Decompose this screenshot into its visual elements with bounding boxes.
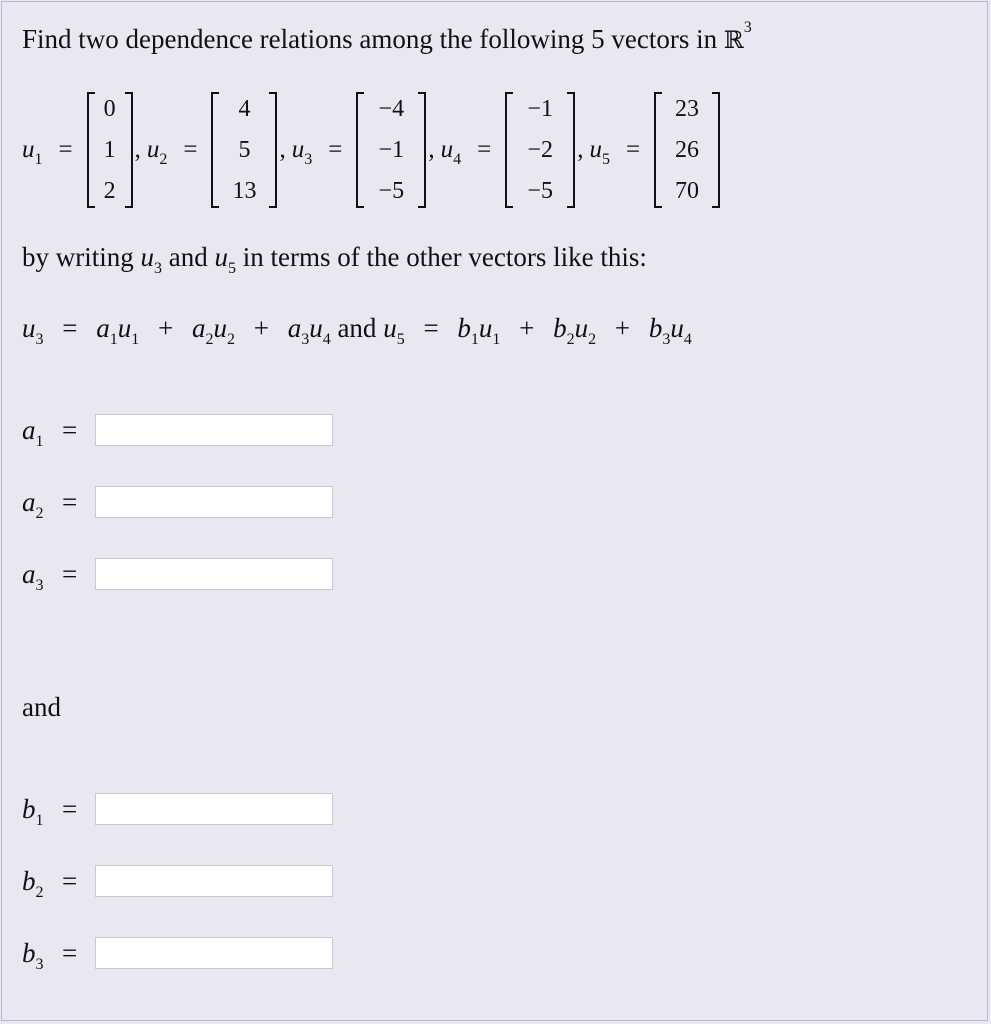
equals-sign: = <box>58 136 73 163</box>
real-space-dimension: 3 <box>743 19 752 36</box>
answer-input-a2[interactable] <box>95 486 333 518</box>
vector-u5-matrix <box>654 92 720 208</box>
matrix-entry: 0 <box>103 96 116 122</box>
vector-name-u3: $u_3$ <box>291 136 313 168</box>
matrix-entry: −4 <box>378 96 405 122</box>
answer-row-b2: $b_2$ = <box>22 865 333 897</box>
answer-input-a3[interactable] <box>95 558 333 590</box>
term-a2u2: $a_2u_2$ <box>191 313 235 348</box>
vector-u4-matrix <box>505 92 575 208</box>
matrix-entry: −5 <box>527 178 553 204</box>
matrix-entry: 1 <box>103 137 116 163</box>
vector-list <box>22 90 720 210</box>
matrix-entry: 26 <box>675 137 700 163</box>
answer-label-b1: $b_1$ <box>22 793 44 829</box>
answer-input-b1[interactable] <box>95 793 333 825</box>
matrix-entry: −2 <box>527 137 553 163</box>
comma: , <box>279 136 286 163</box>
question-panel <box>1 1 988 1021</box>
equals-sign: = <box>477 136 492 163</box>
answer-row-b3: $b_3$ = <box>22 937 333 969</box>
vector-name-u4: $u_4$ <box>440 136 462 168</box>
matrix-entry: 5 <box>238 137 251 163</box>
matrix-entry: −1 <box>527 96 553 122</box>
relation-equation: $u_3 = a_1u_1 + a_2u_2 + a_3u_4$ and $u_5 = b_1u_1 + b_2u_2 + b_3u_4$ <box>22 313 692 348</box>
matrix-entry: 4 <box>238 96 251 122</box>
comma: , <box>428 136 435 163</box>
relation-connector: and <box>337 313 377 343</box>
term-b1u1: $b_1u_1$ <box>457 313 501 348</box>
instruction-prefix: by writing <box>22 242 134 272</box>
question-intro <box>22 19 752 55</box>
and-label: and <box>22 692 61 722</box>
term-a1u1: $a_1u_1$ <box>96 313 140 348</box>
equals-sign: = <box>183 136 198 163</box>
answer-label-a2: $a_2$ <box>22 486 44 522</box>
vector-u3-matrix <box>356 92 426 208</box>
instruction-line <box>22 242 647 277</box>
term-a3u4: $a_3u_4$ <box>287 313 331 348</box>
vector-u1-matrix <box>87 92 133 208</box>
var-u3: $u_3$ <box>22 313 44 348</box>
term-b2u2: $b_2u_2$ <box>553 313 597 348</box>
matrix-entry: 23 <box>675 96 700 122</box>
answer-input-a1[interactable] <box>95 414 333 446</box>
var-u3: $u_3$ <box>140 242 162 277</box>
answer-input-b3[interactable] <box>95 937 333 969</box>
term-b3u4: $b_3u_4$ <box>648 313 692 348</box>
intro-text: Find two dependence relations among the following 5 vectors in <box>22 24 718 54</box>
answer-label-a1: $a_1$ <box>22 414 44 450</box>
vector-name-u1: $u_1$ <box>22 136 43 168</box>
answer-row-b1: $b_1$ = <box>22 793 333 825</box>
answer-row-a3: $a_3$ = <box>22 558 333 590</box>
answer-label-b2: $b_2$ <box>22 865 44 901</box>
answer-row-a1: $a_1$ = <box>22 414 333 446</box>
matrix-entry: −5 <box>378 178 405 204</box>
vector-name-u5: $u_5$ <box>589 136 610 168</box>
vector-name-u2: $u_2$ <box>146 136 168 168</box>
matrix-entry: −1 <box>378 137 405 163</box>
answer-label-b3: $b_3$ <box>22 937 44 973</box>
answer-input-b2[interactable] <box>95 865 333 897</box>
vector-u2-matrix <box>211 92 277 208</box>
comma: , <box>134 136 141 163</box>
comma: , <box>577 136 584 163</box>
equals-sign: = <box>625 136 641 163</box>
answer-row-a2: $a_2$ = <box>22 486 333 518</box>
var-u5: $u_5$ <box>383 313 405 348</box>
equals-sign: = <box>328 136 343 163</box>
instruction-middle: and <box>168 242 208 272</box>
var-u5: $u_5$ <box>214 242 236 277</box>
answer-label-a3: $a_3$ <box>22 558 44 594</box>
real-space-symbol: ℝ <box>723 26 744 54</box>
matrix-entry: 13 <box>232 178 257 204</box>
instruction-suffix: in terms of the other vectors like this: <box>242 242 647 272</box>
matrix-entry: 2 <box>103 178 116 204</box>
matrix-entry: 70 <box>675 178 700 204</box>
